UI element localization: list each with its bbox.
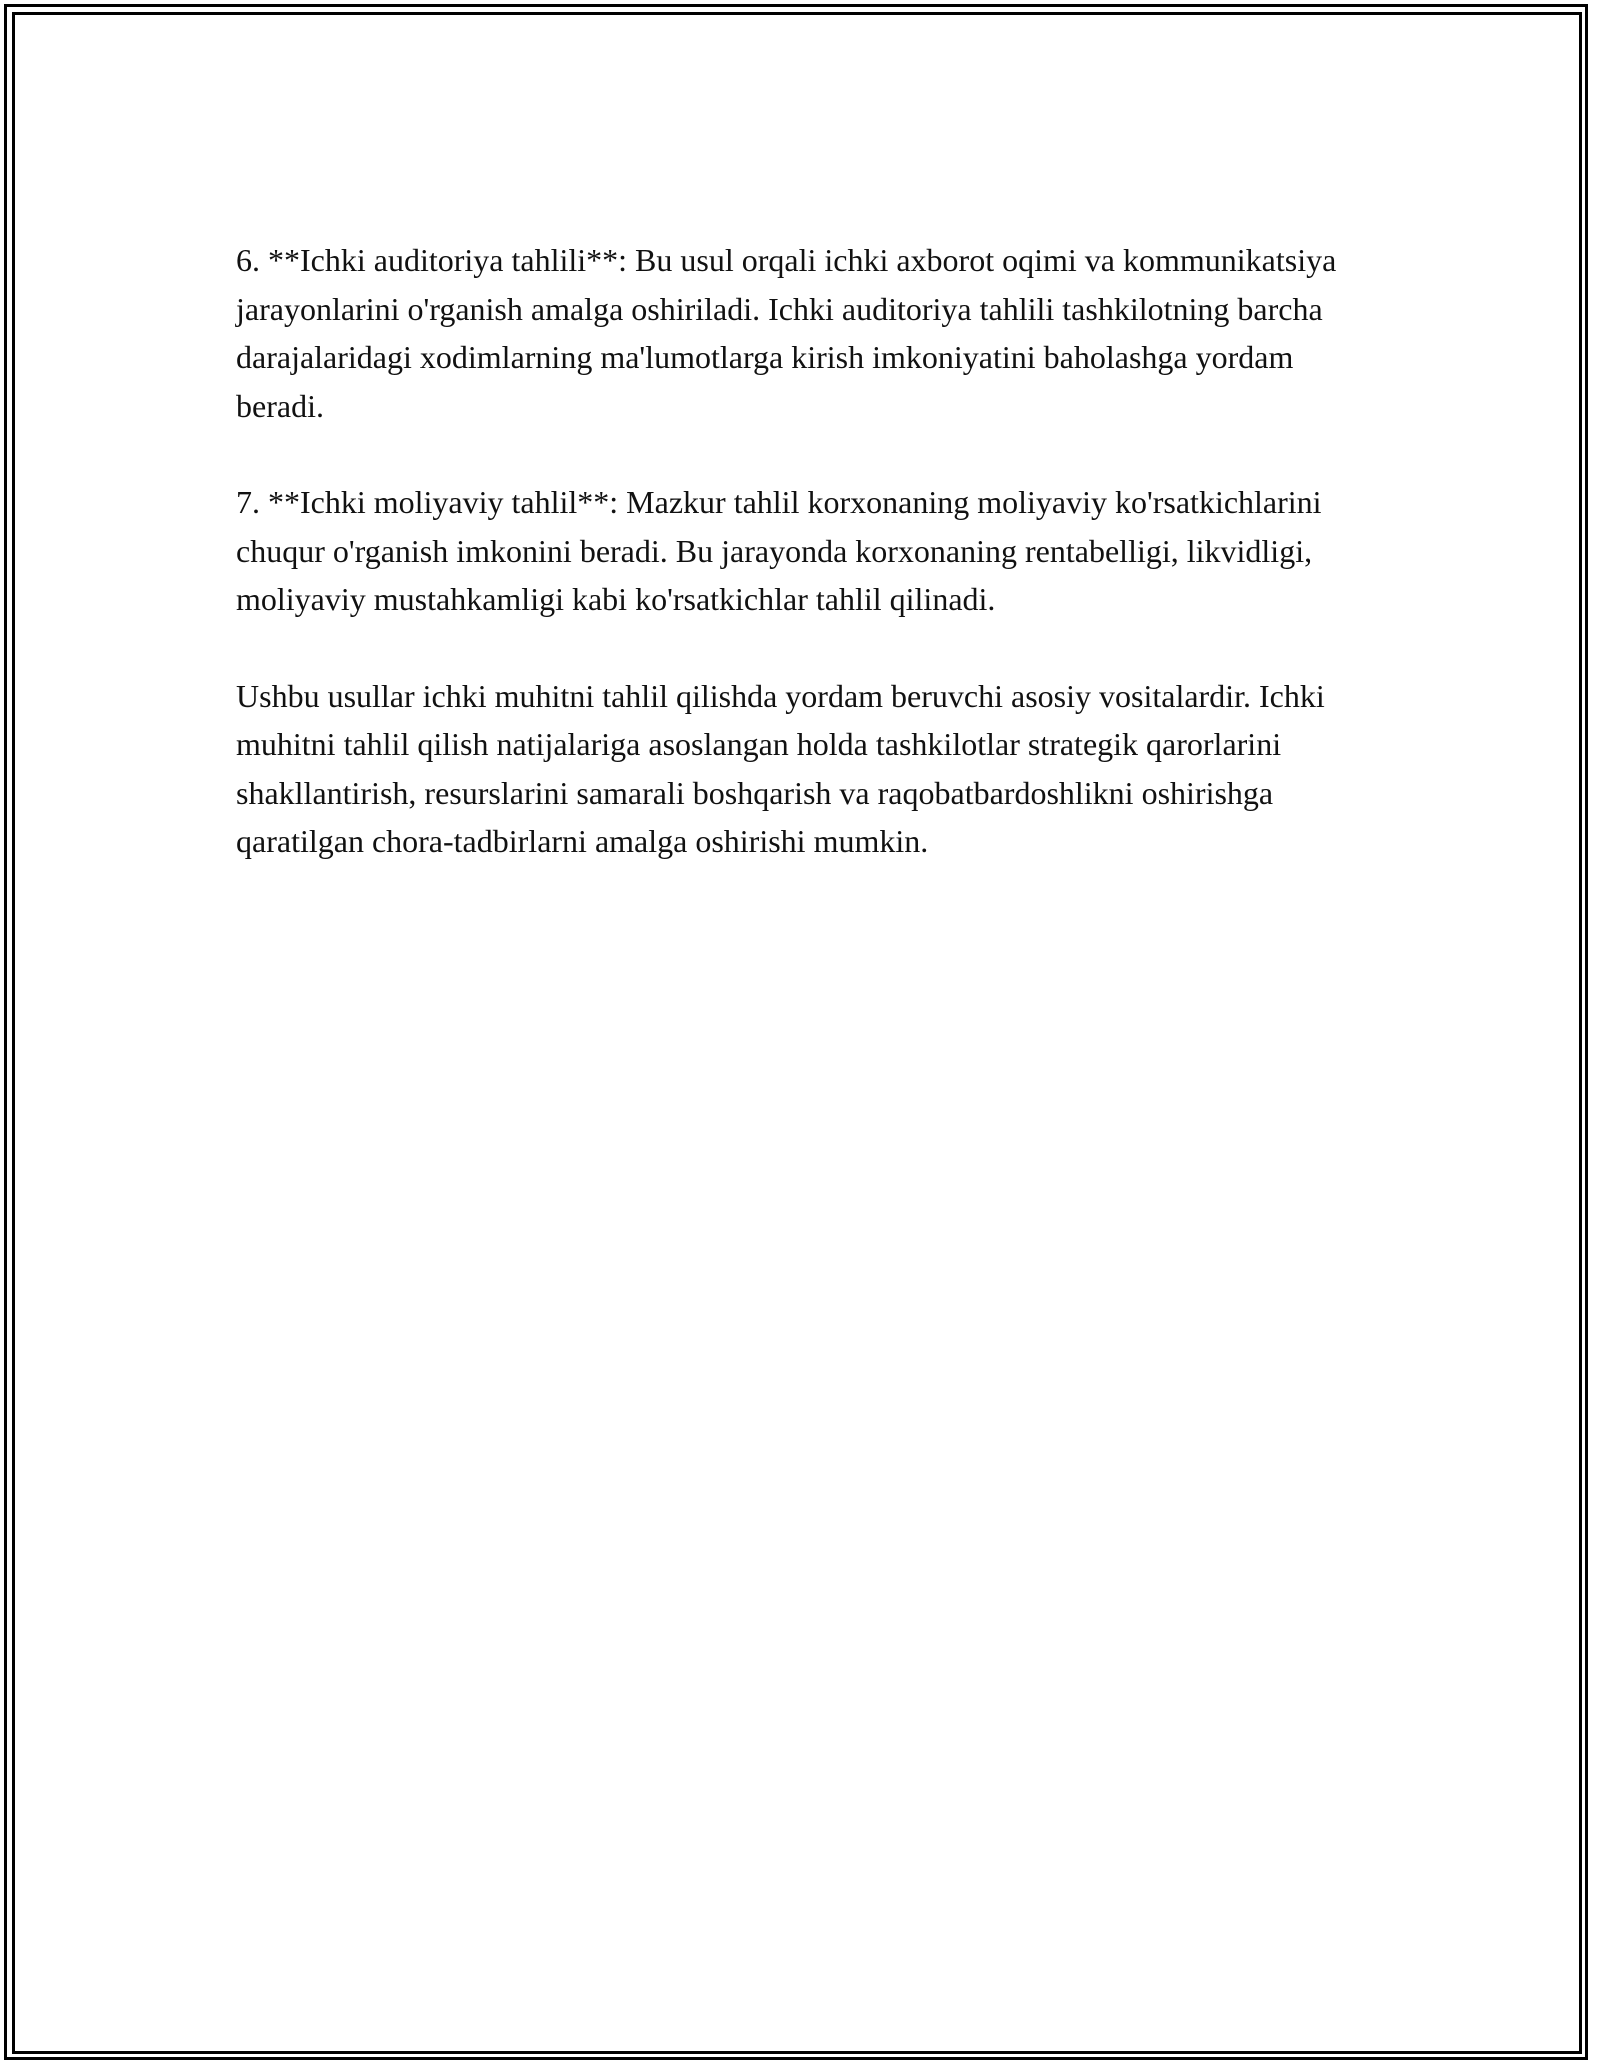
paragraph-internal-audience-analysis: 6. **Ichki auditoriya tahlili**: Bu usul orqali ichki axborot oqimi va kommunikatsiya jarayonlarini o'rganish amalga oshiriladi. Ichki auditoriya tahlili tashkilotning barcha darajalaridagi xodimlarning ma'lumotlarga kirish imkoniyatini baholashga yordam beradi. bbox=[236, 242, 1337, 424]
paragraph-internal-financial-analysis: 7. **Ichki moliyaviy tahlil**: Mazkur tahlil korxonaning moliyaviy ko'rsatkichlarini chuqur o'rganish imkonini beradi. Bu jarayonda korxonaning rentabelligi, likvidligi, moliyaviy mustahkamligi kabi ko'rsatkichlar tahlil qilinadi. bbox=[236, 484, 1322, 617]
document-body bbox=[236, 236, 1386, 914]
paragraph-conclusion: Ushbu usullar ichki muhitni tahlil qilishda yordam beruvchi asosiy vositalardir. Ichki muhitni tahlil qilish natijalariga asoslangan holda tashkilotlar strategik qarorlarini shakllantirish, resurslarini samarali boshqarish va raqobatbardoshlikni oshirishga qaratilgan chora-tadbirlarni amalga oshirishi mumkin. bbox=[236, 677, 1325, 859]
